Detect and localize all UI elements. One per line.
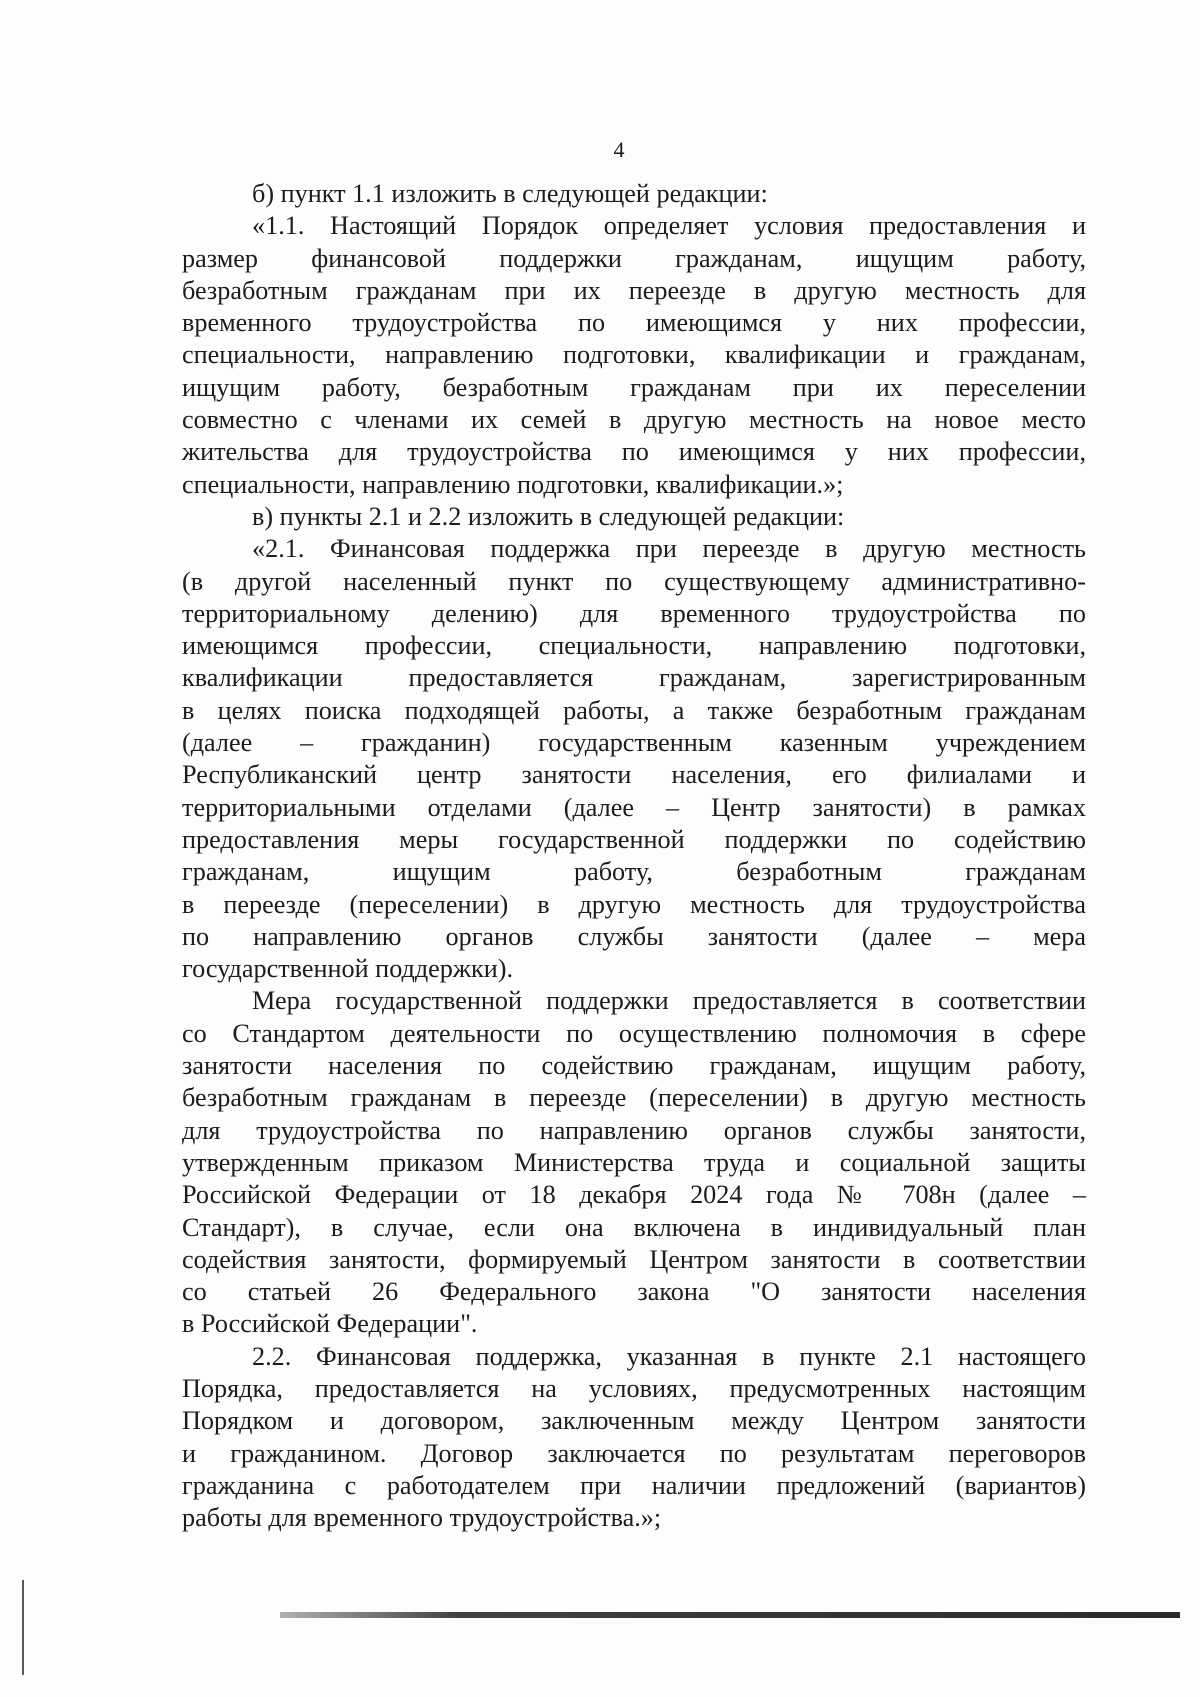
text-line: специальности, направлению подготовки, квалификации.»; [182, 469, 844, 499]
text-line: содействия занятости, формируемый Центром занятости в соответствии [182, 1244, 1086, 1274]
text-line: и гражданином. Договор заключается по результатам переговоров [182, 1438, 1086, 1468]
text-line: квалификации предоставляется гражданам, зарегистрированным [182, 663, 1086, 693]
text-line: в) пункты 2.1 и 2.2 изложить в следующей редакции: [252, 501, 845, 531]
paragraph-1-1 [182, 210, 1086, 501]
text-line: имеющимся профессии, специальности, направлению подготовки, [182, 631, 1086, 661]
text-line: Российской Федерации от 18 декабря 2024 года № 708н (далее – [182, 1180, 1086, 1210]
paragraph-intro-1-1 [182, 178, 1086, 210]
text-line: 2.2. Финансовая поддержка, указанная в пункте 2.1 настоящего [252, 1341, 1086, 1371]
paragraph-2-1 [182, 533, 1086, 985]
text-line: Мера государственной поддержки предоставляется в соответствии [252, 986, 1086, 1016]
text-line: (далее – гражданин) государственным казенным учреждением [182, 728, 1086, 758]
text-line: территориальному делению) для временного трудоустройства по [182, 598, 1086, 628]
text-line: б) пункт 1.1 изложить в следующей редакции: [252, 179, 768, 208]
text-line: по направлению органов службы занятости (далее – мера [182, 921, 1086, 951]
text-line: гражданина с работодателем при наличии предложений (вариантов) [182, 1470, 1086, 1500]
text-line: предоставления меры государственной поддержки по содействию [182, 824, 1086, 854]
text-line: со Стандартом деятельности по осуществлению полномочия в сфере [182, 1018, 1086, 1048]
text-line: для трудоустройства по направлению органов службы занятости, [182, 1115, 1086, 1145]
text-line: Порядка, предоставляется на условиях, предусмотренных настоящим [182, 1373, 1086, 1403]
text-line: в целях поиска подходящей работы, а также безработным гражданам [182, 695, 1086, 725]
text-line: безработным гражданам при их переезде в другую местность для [182, 275, 1086, 305]
text-line: государственной поддержки). [182, 954, 513, 984]
paragraph-measure [182, 985, 1086, 1340]
document-body [182, 178, 1086, 1534]
text-line: территориальными отделами (далее – Центр занятости) в рамках [182, 792, 1086, 822]
text-line: Республиканский центр занятости населения, его филиалами и [182, 760, 1086, 790]
text-line: (в другой населенный пункт по существующему административно- [182, 566, 1086, 596]
text-line: гражданам, ищущим работу, безработным гражданам [182, 857, 1086, 887]
text-line: совместно с членами их семей в другую местность на новое место [182, 405, 1086, 435]
text-line: «1.1. Настоящий Порядок определяет условия предоставления и [252, 211, 1086, 241]
text-line: безработным гражданам в переезде (переселении) в другую местность [182, 1083, 1086, 1113]
text-line: утвержденным приказом Министерства труда и социальной защиты [182, 1147, 1086, 1177]
text-line: Порядком и договором, заключенным между Центром занятости [182, 1406, 1086, 1436]
scan-bottom-line [280, 1612, 1180, 1618]
page-number: 4 [613, 137, 625, 162]
text-line: в переезде (переселении) в другую местность для трудоустройства [182, 889, 1086, 919]
text-line: специальности, направлению подготовки, квалификации и гражданам, [182, 340, 1086, 370]
paragraph-2-2 [182, 1341, 1086, 1535]
text-line: ищущим работу, безработным гражданам при их переселении [182, 372, 1086, 402]
text-line: со статьей 26 Федерального закона "О занятости населения [182, 1277, 1086, 1307]
text-line: размер финансовой поддержки гражданам, ищущим работу, [182, 243, 1086, 273]
paragraph-intro-2-1 [182, 501, 1086, 533]
text-line: в Российской Федерации". [182, 1309, 478, 1339]
text-line: жительства для трудоустройства по имеющимся у них профессии, [182, 437, 1086, 467]
text-line: работы для временного трудоустройства.»; [182, 1503, 662, 1533]
text-line: Стандарт), в случае, если она включена в индивидуальный план [182, 1212, 1086, 1242]
text-line: «2.1. Финансовая поддержка при переезде в другую местность [252, 534, 1086, 564]
text-line: временного трудоустройства по имеющимся у них профессии, [182, 308, 1086, 338]
text-line: занятости населения по содействию гражданам, ищущим работу, [182, 1051, 1086, 1081]
scan-edge-mark [22, 1580, 24, 1675]
